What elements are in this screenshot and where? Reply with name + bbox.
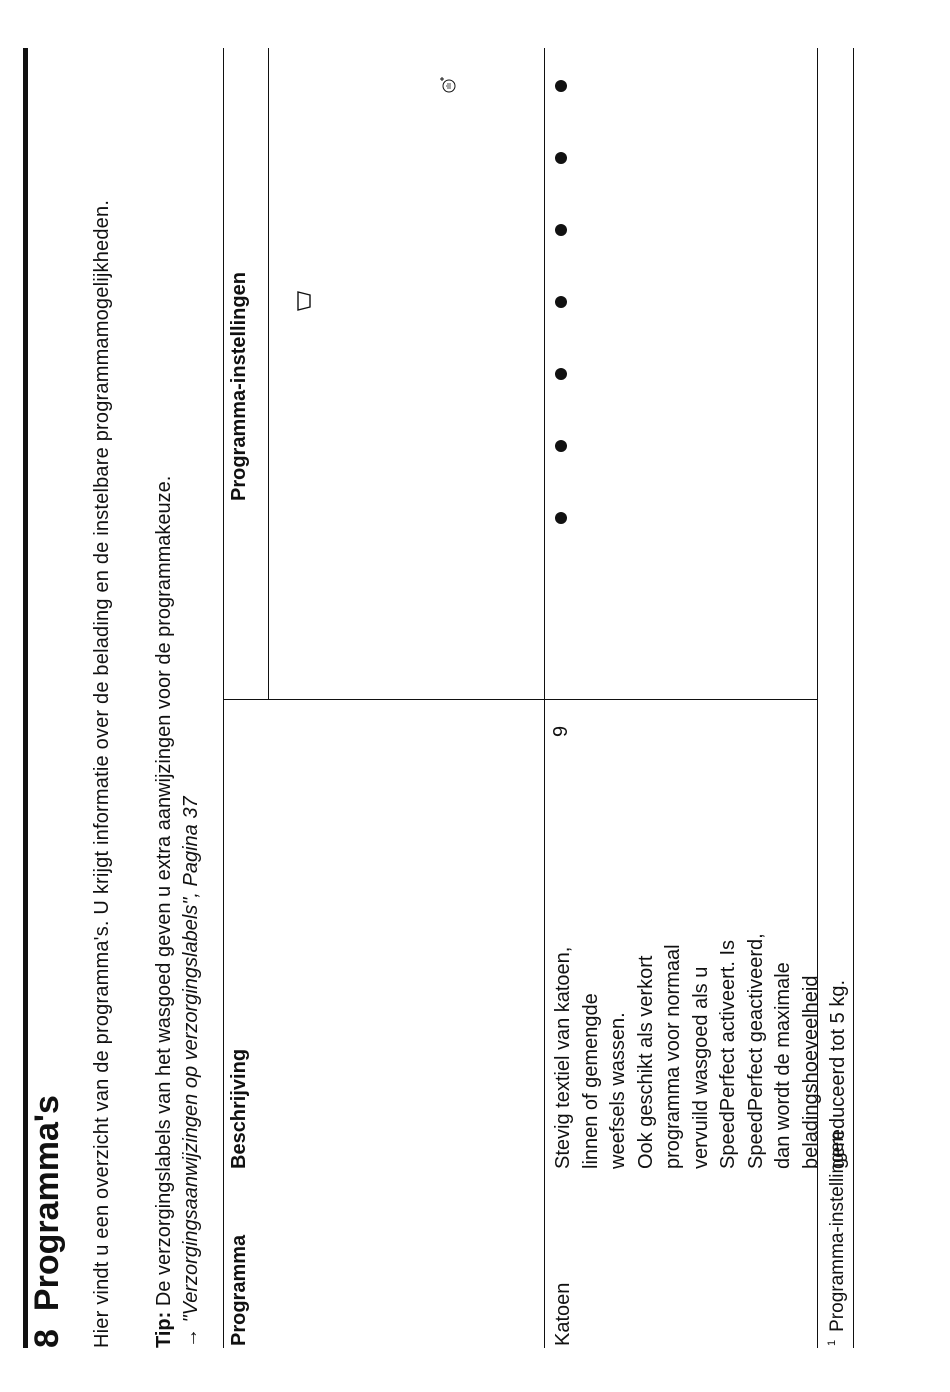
header-programma: Programma [228,1234,250,1346]
setting-dot-7 [555,80,567,92]
setting-dot-4 [555,296,567,308]
tip-text: De verzorgingslabels van het wasgoed geven u extra aanwijzingen voor de programmakeuze. [153,475,175,1312]
row-beschrijving [550,919,853,1169]
settings-column-divider [223,699,818,700]
footnote [826,1131,849,1346]
row-load: 9 [550,725,572,737]
settings-sub-rule [268,48,269,700]
stain-icon [438,74,458,94]
setting-dot-6 [555,152,567,164]
tip-page: , Pagina 37 [180,796,202,898]
table-top-rule [223,48,224,1348]
tip-link[interactable]: "Verzorgingsaanwijzingen op verzorgingslabels" [180,897,202,1323]
ready-in-icon [296,290,312,312]
section-title: Programma's [28,1095,66,1312]
intro-text: Hier vindt u een overzicht van de programma's. U krijgt informatie over de belading en de instelbare programmamogelijkheden. [91,199,113,1348]
header-instellingen: Programma-instellingen [228,272,250,501]
footnote-text: Programma-instellingen [827,1131,848,1332]
tip-label: Tip: [153,1311,175,1348]
row-programma: Katoen [552,1282,574,1346]
section-heading [28,1095,67,1348]
row-beschrijving-extra: Ook geschikt als verkort programma voor normaal vervuild wasgoed als u SpeedPerfect activeert. Is SpeedPerfect geactiveerd, dan wordt de maximale beladingshoeveelheid gereduceerd tot 5 kg. [634,933,849,1169]
header-beschrijving: Beschrijving [228,1048,250,1169]
setting-dot-2 [555,440,567,452]
footnote-mark: 1 [826,1339,838,1346]
row-separator [544,48,545,1348]
section-number: 8 [28,1329,66,1348]
setting-dot-5 [555,224,567,236]
tip-arrow: → [180,1322,202,1348]
setting-dot-3 [555,368,567,380]
footnote-rule [853,48,854,1348]
tip-paragraph [151,48,205,1348]
setting-dot-1 [555,512,567,524]
row-beschrijving-main: Stevig textiel van katoen, linnen of gemengde weefsels wassen. [552,946,629,1169]
